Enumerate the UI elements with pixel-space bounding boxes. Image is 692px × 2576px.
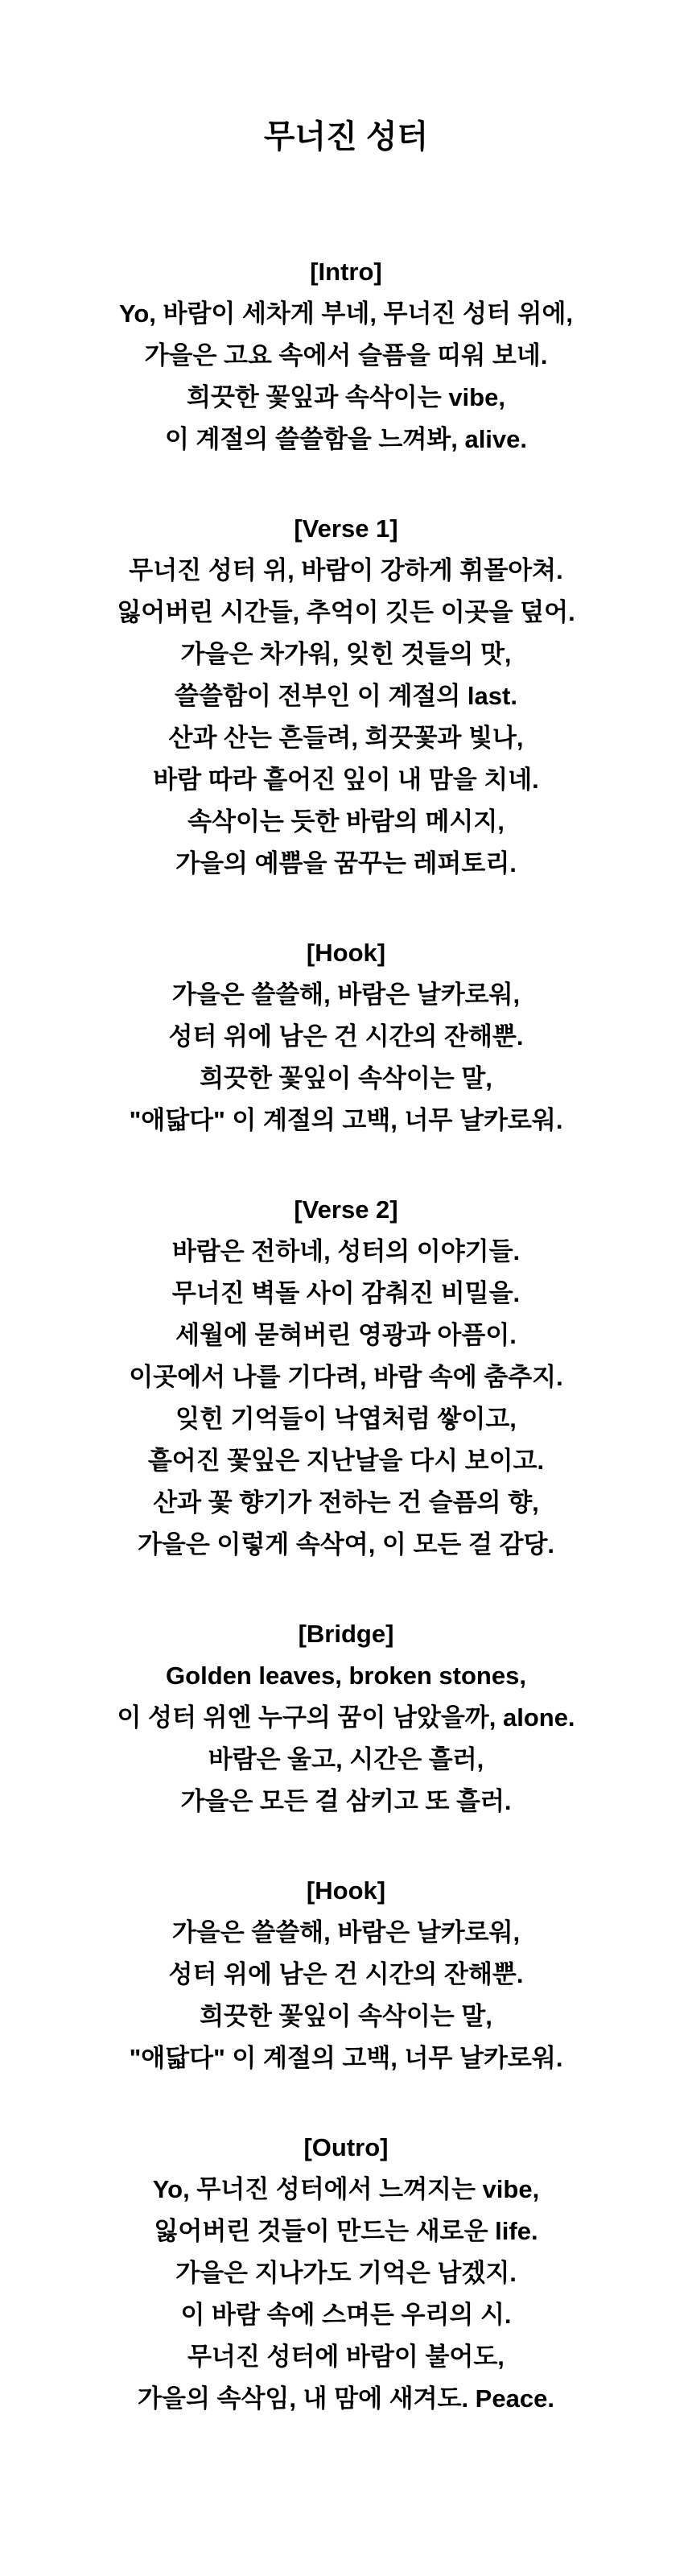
lyric-line: 성터 위에 남은 건 시간의 잔해뿐. — [168, 1960, 524, 1988]
lyric-line: Yo, 무너진 성터에서 느껴지는 vibe, — [152, 2175, 540, 2203]
lyric-line: 세월에 묻혀버린 영광과 아픔이. — [175, 1321, 517, 1349]
section-label: [Bridge] — [298, 1620, 394, 1648]
lyrics-section — [0, 2127, 692, 2420]
lyrics-section — [0, 508, 692, 885]
lyrics-section — [0, 1613, 692, 1823]
lyric-line: 가을은 지나가도 기억은 남겠지. — [175, 2259, 517, 2287]
lyric-line: 무너진 성터 위, 바람이 강하게 휘몰아쳐. — [129, 556, 563, 584]
lyric-line: 무너진 벽돌 사이 감춰진 비밀을. — [171, 1279, 521, 1307]
lyric-line: 잊힌 기억들이 낙엽처럼 쌓이고, — [175, 1405, 517, 1433]
lyric-line: 가을은 쓸쓸해, 바람은 날카로워, — [171, 980, 521, 1009]
lyric-line: 바람은 울고, 시간은 흘러, — [208, 1745, 484, 1773]
lyric-line: 가을은 이렇게 속삭여, 이 모든 걸 감당. — [137, 1530, 555, 1558]
lyrics-section — [0, 251, 692, 460]
lyric-line: 성터 위에 남은 건 시간의 잔해뿐. — [168, 1022, 524, 1051]
lyric-line: 쓸쓸함이 전부인 이 계절의 last. — [175, 682, 517, 710]
lyric-line: 희끗한 꽃잎이 속삭이는 말, — [200, 2002, 492, 2030]
lyrics-section — [0, 932, 692, 1141]
lyric-line: "애닯다" 이 계절의 고백, 너무 날카로워. — [129, 2044, 563, 2072]
lyric-line: 가을은 고요 속에서 슬픔을 띠워 보네. — [144, 341, 548, 369]
section-label: [Hook] — [306, 1876, 386, 1905]
lyric-line: 가을은 쓸쓸해, 바람은 날카로워, — [171, 1918, 521, 1946]
lyric-line: Yo, 바람이 세차게 부네, 무너진 성터 위에, — [118, 299, 574, 328]
lyric-line: 바람은 전하네, 성터의 이야기들. — [171, 1237, 521, 1265]
lyric-line: Golden leaves, broken stones, — [166, 1662, 526, 1690]
lyric-line: 이곳에서 나를 기다려, 바람 속에 춤추지. — [129, 1363, 563, 1391]
lyrics-section — [0, 1189, 692, 1566]
lyric-line: 바람 따라 흩어진 잎이 내 맘을 치네. — [153, 766, 539, 794]
lyric-line: 속삭이는 듯한 바람의 메시지, — [187, 807, 505, 836]
lyrics-section — [0, 1870, 692, 2079]
section-label: [Verse 2] — [294, 1195, 398, 1224]
lyric-line: 잃어버린 시간들, 추억이 깃든 이곳을 덮어. — [117, 598, 575, 626]
lyrics-sections — [0, 251, 692, 2420]
lyric-line: 이 성터 위엔 누구의 꿈이 남았을까, alone. — [117, 1703, 575, 1732]
lyric-line: 가을은 모든 걸 삼키고 또 흘러. — [180, 1787, 512, 1815]
lyric-line: 이 계절의 쓸쓸함을 느껴봐, alive. — [164, 425, 528, 453]
lyric-line: 희끗한 꽃잎이 속삭이는 말, — [200, 1064, 492, 1092]
lyric-line: 가을은 차가워, 잊힌 것들의 맛, — [180, 640, 512, 668]
lyric-line: 산과 산는 흔들려, 희끗꽃과 빛나, — [168, 724, 524, 752]
lyric-line: 가을의 예쁨을 꿈꾸는 레퍼토리. — [175, 849, 517, 877]
section-label: [Hook] — [306, 939, 386, 967]
lyric-line: 가을의 속삭임, 내 맘에 새겨도. Peace. — [138, 2384, 554, 2413]
lyric-line: 잃어버린 것들이 만드는 새로운 life. — [154, 2217, 538, 2245]
lyric-line: 무너진 성터에 바람이 불어도, — [187, 2343, 505, 2371]
song-title: 무너진 성터 — [263, 119, 429, 155]
lyric-line: 이 바람 속에 스며든 우리의 시. — [180, 2301, 512, 2329]
lyric-line: 흩어진 꽃잎은 지난날을 다시 보이고. — [147, 1447, 545, 1475]
section-label: [Intro] — [310, 258, 382, 286]
section-label: [Outro] — [303, 2133, 389, 2161]
lyric-line: "애닯다" 이 계절의 고백, 너무 날카로워. — [129, 1106, 563, 1134]
section-label: [Verse 1] — [294, 514, 398, 543]
lyric-line: 희끗한 꽃잎과 속삭이는 vibe, — [187, 383, 505, 411]
lyric-line: 산과 꽃 향기가 전하는 건 슬픔의 향, — [153, 1488, 539, 1517]
